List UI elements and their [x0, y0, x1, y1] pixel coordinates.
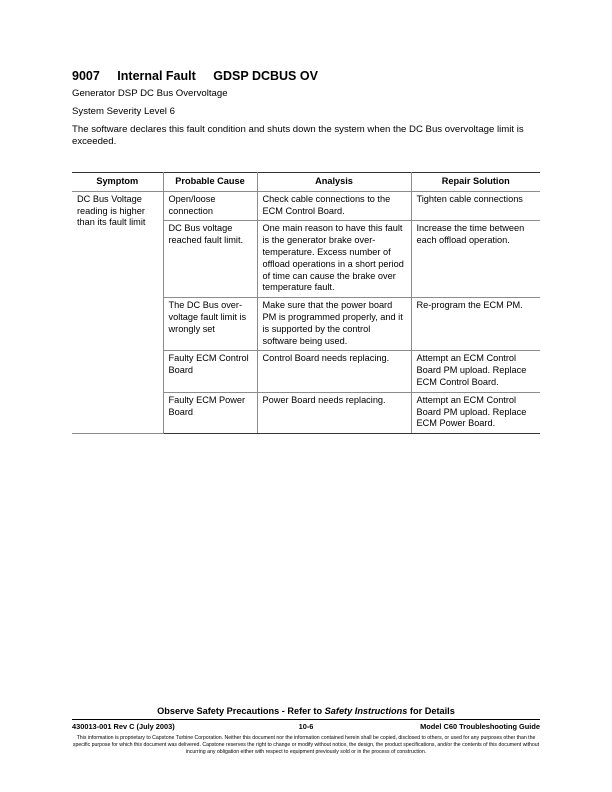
- fault-subtitle: Generator DSP DC Bus Overvoltage: [72, 88, 228, 99]
- analysis-cell: Power Board needs replacing.: [257, 392, 411, 433]
- analysis-cell: Control Board needs replacing.: [257, 351, 411, 392]
- repair-cell: Tighten cable connections: [411, 191, 540, 221]
- cause-cell: Faulty ECM Control Board: [163, 351, 257, 392]
- fault-heading: [72, 69, 332, 83]
- table-row: [72, 191, 540, 221]
- symptom-cell: DC Bus Voltage reading is higher than its fault limit: [72, 191, 163, 433]
- fault-description: The software declares this fault condition and shuts down the system when the DC Bus overvoltage limit is exceeded.: [72, 124, 524, 147]
- page-number: 10-6: [298, 722, 314, 731]
- caution-prefix: Observe Safety Precautions - Refer to: [157, 706, 325, 716]
- repair-cell: Attempt an ECM Control Board PM upload. Replace ECM Power Board.: [411, 392, 540, 433]
- safety-caution: [0, 706, 612, 716]
- analysis-cell: One main reason to have this fault is the generator brake over-temperature. Excess number of offload operations in a short period of time can cause the brake over temperature fault.: [257, 221, 411, 298]
- proprietary-notice: This information is proprietary to Capstone Turbine Corporation. Neither this document nor the information contained herein shall be copied, disclosed to others, or used for any purposes other than the specific purpose for which this document was delivered. Capstone reserves the right to change or modify without notice, the design, the product specifications, and/or the contents of this document without incurring any obligation either with respect to equipment previously sold or in the process of construction.: [72, 735, 540, 755]
- fault-name: Internal Fault: [117, 69, 196, 83]
- repair-cell: Re-program the ECM PM.: [411, 298, 540, 351]
- document-number: 430013-001 Rev C (July 2003): [72, 722, 175, 731]
- header-probable-cause: Probable Cause: [163, 173, 257, 192]
- header-repair-solution: Repair Solution: [411, 173, 540, 192]
- repair-cell: Increase the time between each offload operation.: [411, 221, 540, 298]
- analysis-cell: Check cable connections to the ECM Control Board.: [257, 191, 411, 221]
- footer-divider: [72, 719, 540, 720]
- cause-cell: Open/loose connection: [163, 191, 257, 221]
- troubleshooting-table: [72, 172, 540, 434]
- fault-code: 9007: [72, 69, 100, 83]
- cause-cell: The DC Bus over-voltage fault limit is wrongly set: [163, 298, 257, 351]
- cause-cell: DC Bus voltage reached fault limit.: [163, 221, 257, 298]
- fault-id: GDSP DCBUS OV: [213, 69, 318, 83]
- header-analysis: Analysis: [257, 173, 411, 192]
- repair-cell: Attempt an ECM Control Board PM upload. Replace ECM Control Board.: [411, 351, 540, 392]
- guide-title: Model C60 Troubleshooting Guide: [420, 722, 540, 731]
- analysis-cell: Make sure that the power board PM is programmed properly, and it is supported by the control software being used.: [257, 298, 411, 351]
- severity-level: System Severity Level 6: [72, 106, 175, 117]
- caution-suffix: for Details: [407, 706, 455, 716]
- safety-instructions-reference: Safety Instructions: [324, 706, 408, 716]
- table-header-row: [72, 173, 540, 192]
- cause-cell: Faulty ECM Power Board: [163, 392, 257, 433]
- header-symptom: Symptom: [72, 173, 163, 192]
